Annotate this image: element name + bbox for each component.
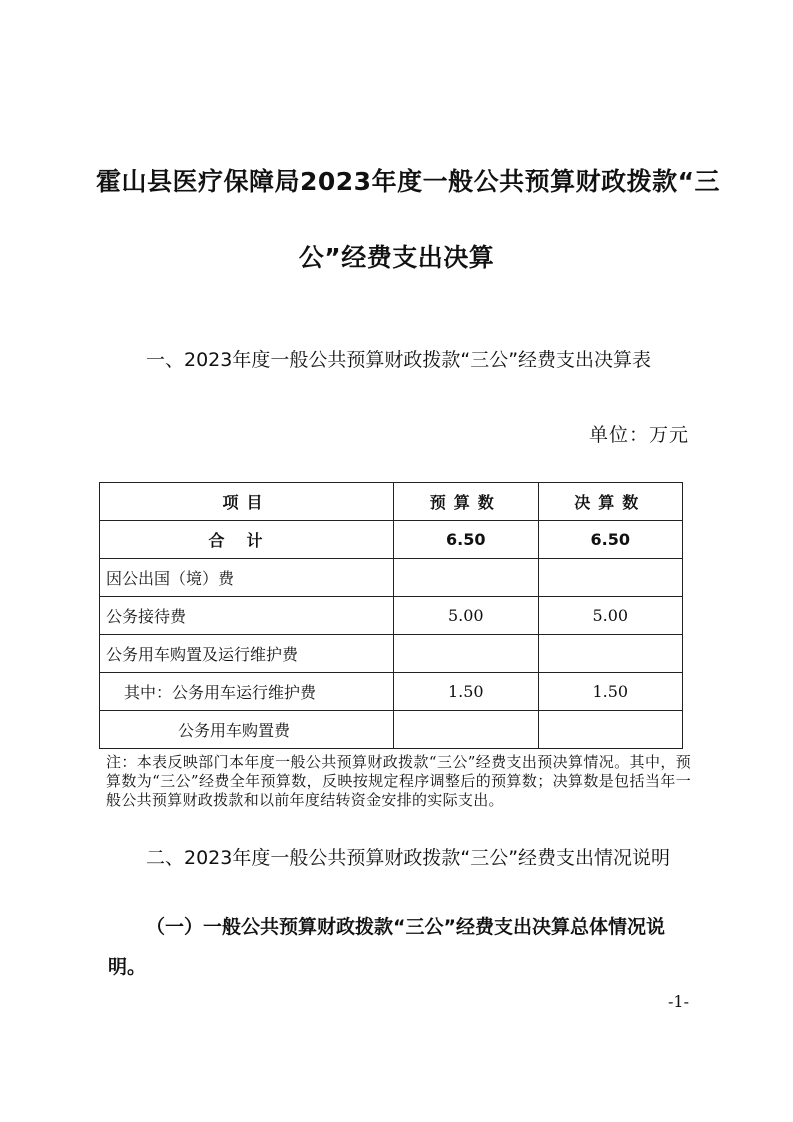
document-title-line1: 霍山县医疗保障局2023年度一般公共预算财政拨款“三 — [96, 167, 721, 196]
row-final — [538, 635, 683, 673]
table-row — [100, 597, 683, 635]
row-final: 5.00 — [538, 597, 683, 635]
document-title-line2: 公”经费支出决算 — [298, 243, 495, 272]
row-final: 6.50 — [538, 521, 683, 559]
table-row — [100, 635, 683, 673]
row-budget: 6.50 — [394, 521, 538, 559]
row-label: 公务接待费 — [100, 597, 394, 635]
unit-label: 单位：万元 — [588, 424, 689, 446]
expense-table — [99, 482, 683, 749]
header-final: 决算数 — [538, 483, 683, 521]
page-number: -1- — [668, 992, 689, 1011]
row-label: 合计 — [100, 521, 394, 559]
row-budget — [394, 711, 538, 749]
row-label: 其中：公务用车运行维护费 — [100, 673, 394, 711]
row-label: 公务用车购置费 — [100, 711, 394, 749]
table-header-row — [100, 483, 683, 521]
header-item: 项目 — [100, 483, 394, 521]
table-note: 注：本表反映部门本年度一般公共预算财政拨款“三公”经费支出预决算情况。其中，预算数为“三公”经费全年预算数，反映按规定程序调整后的预算数；决算数是包括当年一般公共预算财政拨款和以前年度结转资金安排的实际支出。 — [106, 753, 691, 809]
row-budget: 1.50 — [394, 673, 538, 711]
section2-heading: 二、2023年度一般公共预算财政拨款“三公”经费支出情况说明 — [146, 847, 671, 869]
row-budget — [394, 559, 538, 597]
section1-heading: 一、2023年度一般公共预算财政拨款“三公”经费支出决算表 — [146, 349, 652, 371]
table-row — [100, 559, 683, 597]
row-final — [538, 559, 683, 597]
table-row — [100, 711, 683, 749]
row-budget — [394, 635, 538, 673]
row-final — [538, 711, 683, 749]
row-final: 1.50 — [538, 673, 683, 711]
table-row-total — [100, 521, 683, 559]
table-row — [100, 673, 683, 711]
row-budget: 5.00 — [394, 597, 538, 635]
subsection1-heading: （一）一般公共预算财政拨款“三公”经费支出决算总体情况说明。 — [108, 916, 665, 978]
row-label: 公务用车购置及运行维护费 — [100, 635, 394, 673]
row-label: 因公出国（境）费 — [100, 559, 394, 597]
header-budget: 预算数 — [394, 483, 538, 521]
